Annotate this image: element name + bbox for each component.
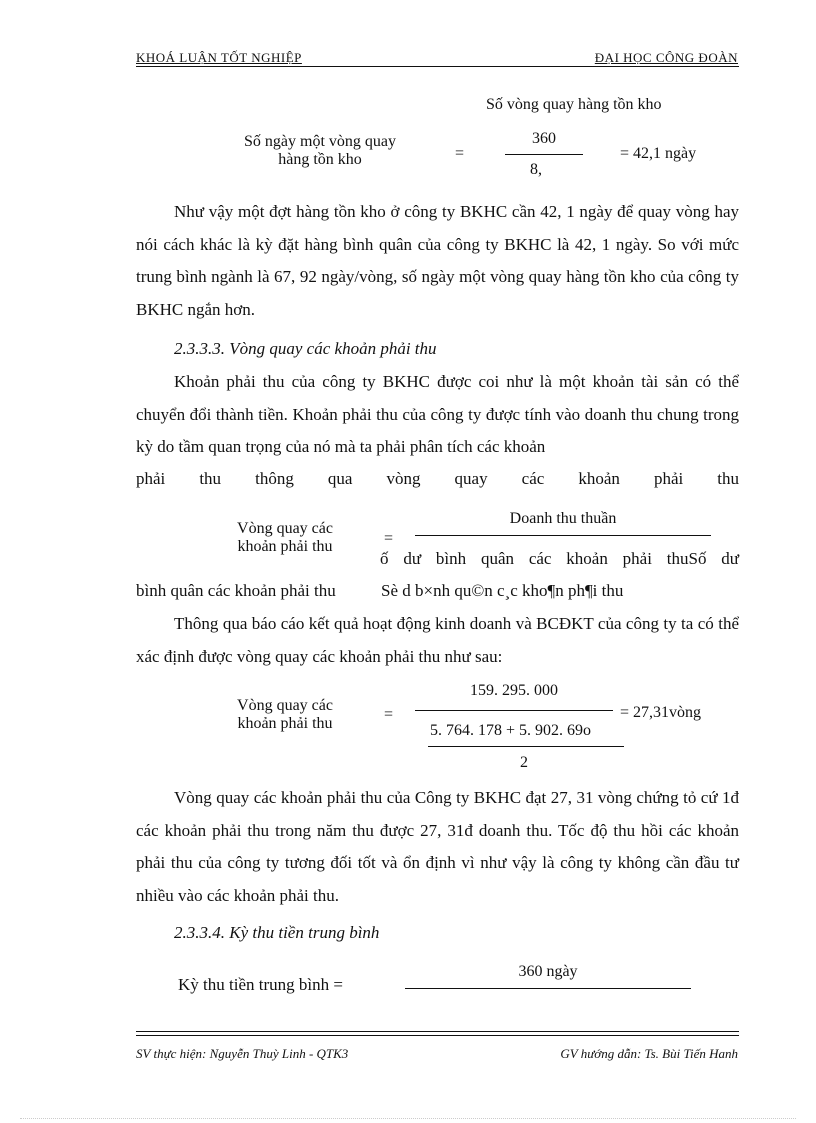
formula-numerator: 159. 295. 000 xyxy=(470,682,558,699)
formula-lhs-line2: khoản phải thu xyxy=(237,538,333,555)
formula-denominator: 8, xyxy=(530,161,542,178)
formula-inner-numerator: 5. 764. 178 + 5. 902. 69o xyxy=(430,722,592,739)
footer-left: SV thực hiện: Nguyễn Thuỳ Linh - QTK3 xyxy=(136,1046,349,1061)
formula-numerator: Doanh thu thuần xyxy=(509,510,617,527)
formula-equals: = xyxy=(384,530,394,547)
garbled-line-left: bình quân các khoản phải thu xyxy=(136,581,336,600)
header-rule xyxy=(136,66,739,67)
formula-lhs-line1: Vòng quay các xyxy=(237,697,333,714)
formula-lhs-line1: Số ngày một vòng quay xyxy=(244,133,396,150)
formula-result: = 42,1 ngày xyxy=(620,145,697,162)
formula-numerator: 360 ngày xyxy=(518,963,578,980)
footer-rule xyxy=(136,1035,739,1036)
formula-equals: = xyxy=(384,706,394,723)
formula-lhs-line2: khoản phải thu xyxy=(237,715,333,732)
fraction-line xyxy=(415,535,711,536)
formula-caption: Số vòng quay hàng tồn kho xyxy=(486,96,662,113)
formula-denominator: ố dư bình quân các khoản phải thuSố dư xyxy=(380,549,739,568)
header-left: KHOÁ LUẬN TỐT NGHIỆP xyxy=(136,50,302,65)
paragraph-3: Thông qua báo cáo kết quả hoạt động kinh doanh và BCĐKT của công ty ta có thể xác định được vòng quay các khoản phải thu như sau: xyxy=(136,614,739,666)
formula-inner-denominator: 2 xyxy=(520,754,528,771)
header-right: ĐẠI HỌC CÔNG ĐOÀN xyxy=(594,50,738,65)
footer-rule xyxy=(136,1031,739,1032)
formula-numerator: 360 xyxy=(532,130,556,147)
paragraph-1: Như vậy một đợt hàng tồn kho ở công ty BKHC cần 42, 1 ngày để quay vòng hay nói cách khác là kỳ đặt hàng bình quân của công ty BKHC là 42, 1 ngày. So với mức trung bình ngành là 67, 92 ngày/vòng, số ngày một vòng quay hàng tồn kho của công ty BKHC ngắn hơn. xyxy=(136,202,739,319)
inner-fraction-line xyxy=(428,746,624,747)
paragraph-2: Khoản phải thu của công ty BKHC được coi như là một khoản tài sản có thể chuyển đổi thành tiền. Khoản phải thu của công ty được tính vào doanh thu chung trong kỳ do tầm quan trọng của nó mà ta phải phân tích các khoản xyxy=(136,372,739,456)
formula-lhs xyxy=(225,697,345,733)
fraction-line xyxy=(505,154,583,155)
formula-equals: = xyxy=(455,145,465,162)
paragraph-2-last-line: phải thu thông qua vòng quay các khoản phải thu xyxy=(136,469,739,488)
formula-lhs: Kỳ thu tiền trung bình = xyxy=(178,975,343,994)
fraction-line xyxy=(415,710,613,711)
paragraph-4: Vòng quay các khoản phải thu của Công ty BKHC đạt 27, 31 vòng chứng tỏ cứ 1đ các khoản phải thu trong năm thu được 27, 31đ doanh thu. Tốc độ thu hồi các khoản phải thu của công ty tương đối tốt và ổn định vì như vậy là công ty không cần đầu tư nhiều vào các khoản phải thu. xyxy=(136,788,739,905)
footer-right: GV hướng dẫn: Ts. Bùi Tiến Hanh xyxy=(560,1046,738,1061)
section-heading: 2.3.3.4. Kỳ thu tiền trung bình xyxy=(174,923,380,942)
formula-lhs xyxy=(225,520,345,556)
formula-result: = 27,31vòng xyxy=(620,704,702,721)
fraction-line xyxy=(405,988,691,989)
formula-lhs xyxy=(230,133,410,169)
formula-lhs-line1: Vòng quay các xyxy=(237,520,333,537)
section-heading: 2.3.3.3. Vòng quay các khoản phải thu xyxy=(174,339,437,358)
page-bottom-divider xyxy=(20,1118,796,1119)
formula-lhs-line2: hàng tồn kho xyxy=(278,151,362,168)
garbled-line-right: Sè d b×nh qu©n c¸c kho¶n ph¶i thu xyxy=(381,581,624,600)
